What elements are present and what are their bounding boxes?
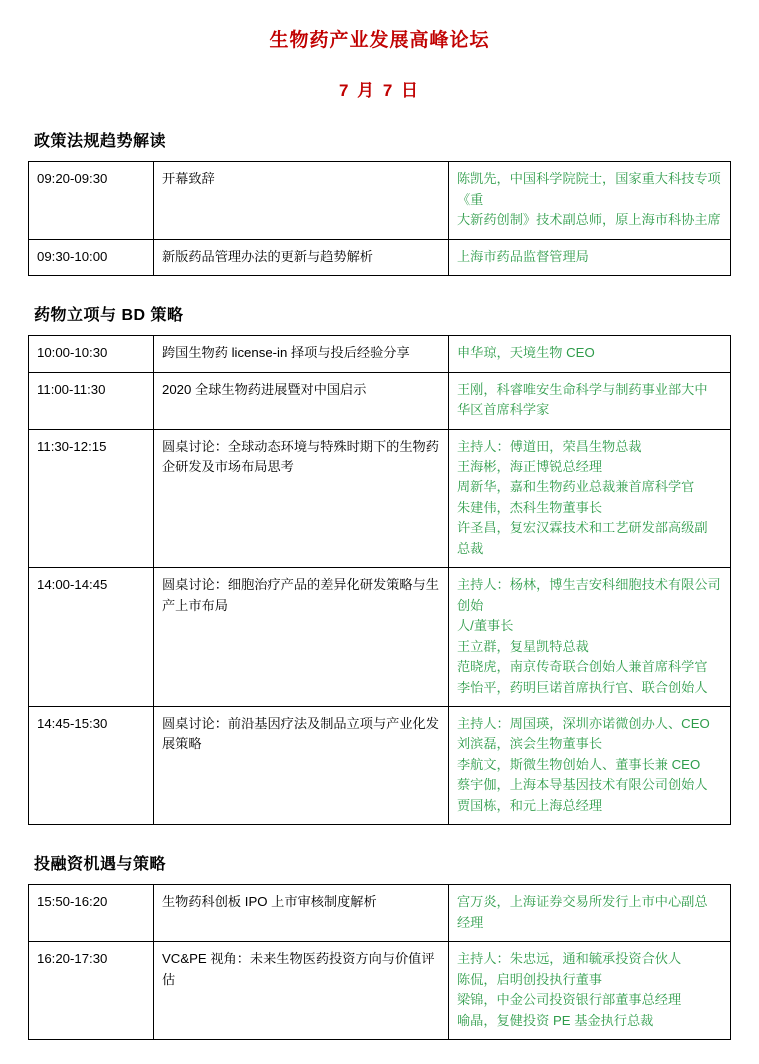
- session-time: 15:50-16:20: [29, 885, 154, 942]
- speaker-line: 总裁: [457, 540, 484, 556]
- schedule-table-bd: [28, 335, 731, 825]
- session-time: 14:00-14:45: [29, 568, 154, 707]
- speaker-line: 人/董事长: [457, 618, 514, 634]
- section-heading-investment: 投融资机遇与策略: [34, 856, 167, 874]
- session-speakers: [449, 429, 731, 568]
- speaker-line: 主持人：周国瑛，深圳亦诺微创办人、CEO: [457, 716, 710, 731]
- section-heading-policy: 政策法规趋势解读: [34, 133, 167, 151]
- session-topic: 生物药科创板 IPO 上市审核制度解析: [154, 885, 449, 942]
- session-speakers: [449, 372, 731, 429]
- session-time: 09:30-10:00: [29, 239, 154, 275]
- session-time: 16:20-17:30: [29, 942, 154, 1040]
- speaker-line: 大新药创制》技术副总师，原上海市科协主席: [457, 212, 721, 228]
- session-topic: 圆桌讨论：前沿基因疗法及制品立项与产业化发展策略: [154, 707, 449, 825]
- speaker-line: 朱建伟，杰科生物董事长: [457, 499, 603, 515]
- session-time: 10:00-10:30: [29, 336, 154, 372]
- speaker-line: 陈凯先，中国科学院院士，国家重大科技专项《重: [457, 171, 721, 207]
- table-row: [29, 372, 731, 429]
- speaker-line: 梁锦，中金公司投资银行部董事总经理: [457, 992, 682, 1008]
- session-speakers: [449, 568, 731, 707]
- speaker-line: 主持人：傅道田，荣昌生物总裁: [457, 438, 642, 454]
- speaker-line: 陈侃，启明创投执行董事: [457, 971, 603, 987]
- table-row: [29, 707, 731, 825]
- session-topic: 跨国生物药 license-in 择项与投后经验分享: [154, 336, 449, 372]
- table-row: [29, 336, 731, 372]
- speaker-line: 王刚，科睿唯安生命科学与制药事业部大中: [457, 381, 708, 397]
- speaker-line: 许圣昌，复宏汉霖技术和工艺研发部高级副: [457, 520, 708, 536]
- speaker-line: 申华琼，天境生物 CEO: [457, 345, 595, 361]
- session-speakers: [449, 336, 731, 372]
- table-row: [29, 942, 731, 1040]
- speaker-line: 蔡宇伽，上海本导基因技术有限公司创始人: [457, 777, 708, 793]
- session-speakers: [449, 885, 731, 942]
- session-topic: 2020 全球生物药进展暨对中国启示: [154, 372, 449, 429]
- speaker-line: 王立群，复星凯特总裁: [457, 638, 589, 654]
- session-time: 11:30-12:15: [29, 429, 154, 568]
- schedule-table-policy: [28, 161, 731, 276]
- speaker-line: 主持人：杨林，博生吉安科细胞技术有限公司创始: [457, 577, 721, 613]
- speaker-line: 范晓虎，南京传奇联合创始人兼首席科学官: [457, 659, 708, 675]
- speaker-line: 王海彬，海正博锐总经理: [457, 459, 603, 475]
- session-topic: VC&PE 视角：未来生物医药投资方向与价值评估: [154, 942, 449, 1040]
- session-topic: 圆桌讨论：全球动态环境与特殊时期下的生物药企研发及市场布局思考: [154, 429, 449, 568]
- speaker-line: 华区首席科学家: [457, 402, 550, 418]
- schedule-table-investment: [28, 884, 731, 1040]
- speaker-line: 主持人：朱忠远，通和毓承投资合伙人: [457, 951, 682, 967]
- table-row: [29, 885, 731, 942]
- event-date: 7 月 7 日: [338, 80, 421, 100]
- page-title: 生物药产业发展高峰论坛: [269, 30, 490, 51]
- speaker-line: 周新华，嘉和生物药业总裁兼首席科学官: [457, 479, 695, 495]
- table-row: [29, 239, 731, 275]
- session-speakers: [449, 707, 731, 825]
- speaker-line: 经理: [457, 914, 484, 930]
- session-topic: 新版药品管理办法的更新与趋势解析: [154, 239, 449, 275]
- speaker-line: 李怡平，药明巨诺首席执行官、联合创始人: [457, 679, 708, 695]
- speaker-line: 宫万炎，上海证券交易所发行上市中心副总: [457, 894, 708, 910]
- session-time: 14:45-15:30: [29, 707, 154, 825]
- table-row: [29, 162, 731, 239]
- section-heading-bd: 药物立项与 BD 策略: [34, 307, 184, 325]
- session-time: 09:20-09:30: [29, 162, 154, 239]
- speaker-line: 贾国栋，和元上海总经理: [457, 797, 603, 813]
- session-speakers: [449, 162, 731, 239]
- speaker-line: 李航文，斯微生物创始人、董事长兼 CEO: [457, 756, 701, 772]
- speaker-line: 刘滨磊，滨会生物董事长: [457, 736, 603, 752]
- session-time: 11:00-11:30: [29, 372, 154, 429]
- session-speakers: [449, 942, 731, 1040]
- session-topic: 圆桌讨论：细胞治疗产品的差异化研发策略与生产上市布局: [154, 568, 449, 707]
- session-speakers: [449, 239, 731, 275]
- table-row: [29, 429, 731, 568]
- speaker-line: 喻晶，复健投资 PE 基金执行总裁: [457, 1012, 654, 1028]
- speaker-line: 上海市药品监督管理局: [457, 248, 589, 264]
- session-topic: 开幕致辞: [154, 162, 449, 239]
- table-row: [29, 568, 731, 707]
